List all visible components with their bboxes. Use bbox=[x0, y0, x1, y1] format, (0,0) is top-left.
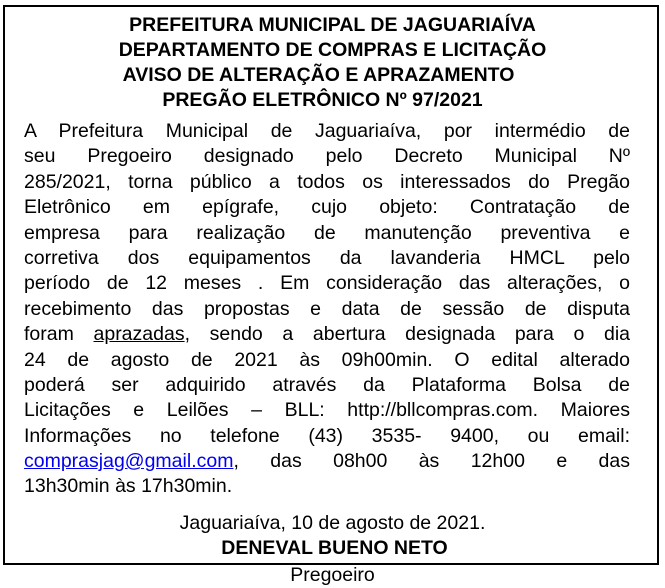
body-line: Informações no telefone (43) 3535- 9400, ou email: bbox=[24, 424, 630, 447]
email-link[interactable]: comprasjag@gmail.com bbox=[24, 450, 234, 473]
underlined-word: aprazadas bbox=[93, 323, 185, 346]
body-line: seu Pregoeiro designado pelo Decreto Municipal Nº bbox=[24, 145, 630, 168]
body-text-fragment: foram bbox=[24, 323, 94, 346]
header-department: DEPARTAMENTO DE COMPRAS E LICITAÇÃO bbox=[118, 39, 547, 61]
body-text-fragment: , das 08h00 às 12h00 e das bbox=[233, 450, 630, 473]
signer-role: Pregoeiro bbox=[290, 564, 375, 586]
header-municipality: PREFEITURA MUNICIPAL DE JAGUARIAÍVA bbox=[129, 14, 536, 36]
body-line: período de 12 meses . Em consideração das alterações, o bbox=[24, 272, 630, 295]
body-line: 24 de agosto de 2021 às 09h00min. O edital alterado bbox=[24, 348, 630, 371]
date-place: Jaguariaíva, 10 de agosto de 2021. bbox=[179, 512, 486, 534]
body-line: 285/2021, torna público a todos os interessados do Pregão bbox=[24, 170, 630, 193]
body-line: 13h30min às 17h30min. bbox=[24, 475, 233, 498]
body-line: poderá ser adquirido através da Plataforma Bolsa de bbox=[24, 373, 630, 396]
signer-name: DENEVAL BUENO NETO bbox=[221, 537, 448, 559]
body-text-fragment: , sendo a abertura designada para o dia bbox=[184, 323, 631, 346]
notice-body bbox=[24, 119, 630, 500]
body-line bbox=[24, 322, 630, 347]
body-line: Licitações e Leilões – BLL: http://bllcompras.com. Maiores bbox=[24, 399, 630, 422]
body-line: empresa para realização de manutenção preventiva e bbox=[24, 221, 630, 244]
header-notice-type: AVISO DE ALTERAÇÃO E APRAZAMENTO bbox=[122, 64, 515, 86]
body-line: corretiva dos equipamentos da lavanderia HMCL pelo bbox=[24, 246, 630, 269]
body-line: A Prefeitura Municipal de Jaguariaíva, por intermédio de bbox=[24, 120, 630, 142]
body-line bbox=[24, 449, 630, 474]
body-line: recebimento das propostas e data de sessão de disputa bbox=[24, 297, 630, 320]
body-line: Eletrônico em epígrafe, cujo objeto: Contratação de bbox=[24, 196, 630, 219]
header-tender-number: PREGÃO ELETRÔNICO Nº 97/2021 bbox=[162, 89, 483, 111]
